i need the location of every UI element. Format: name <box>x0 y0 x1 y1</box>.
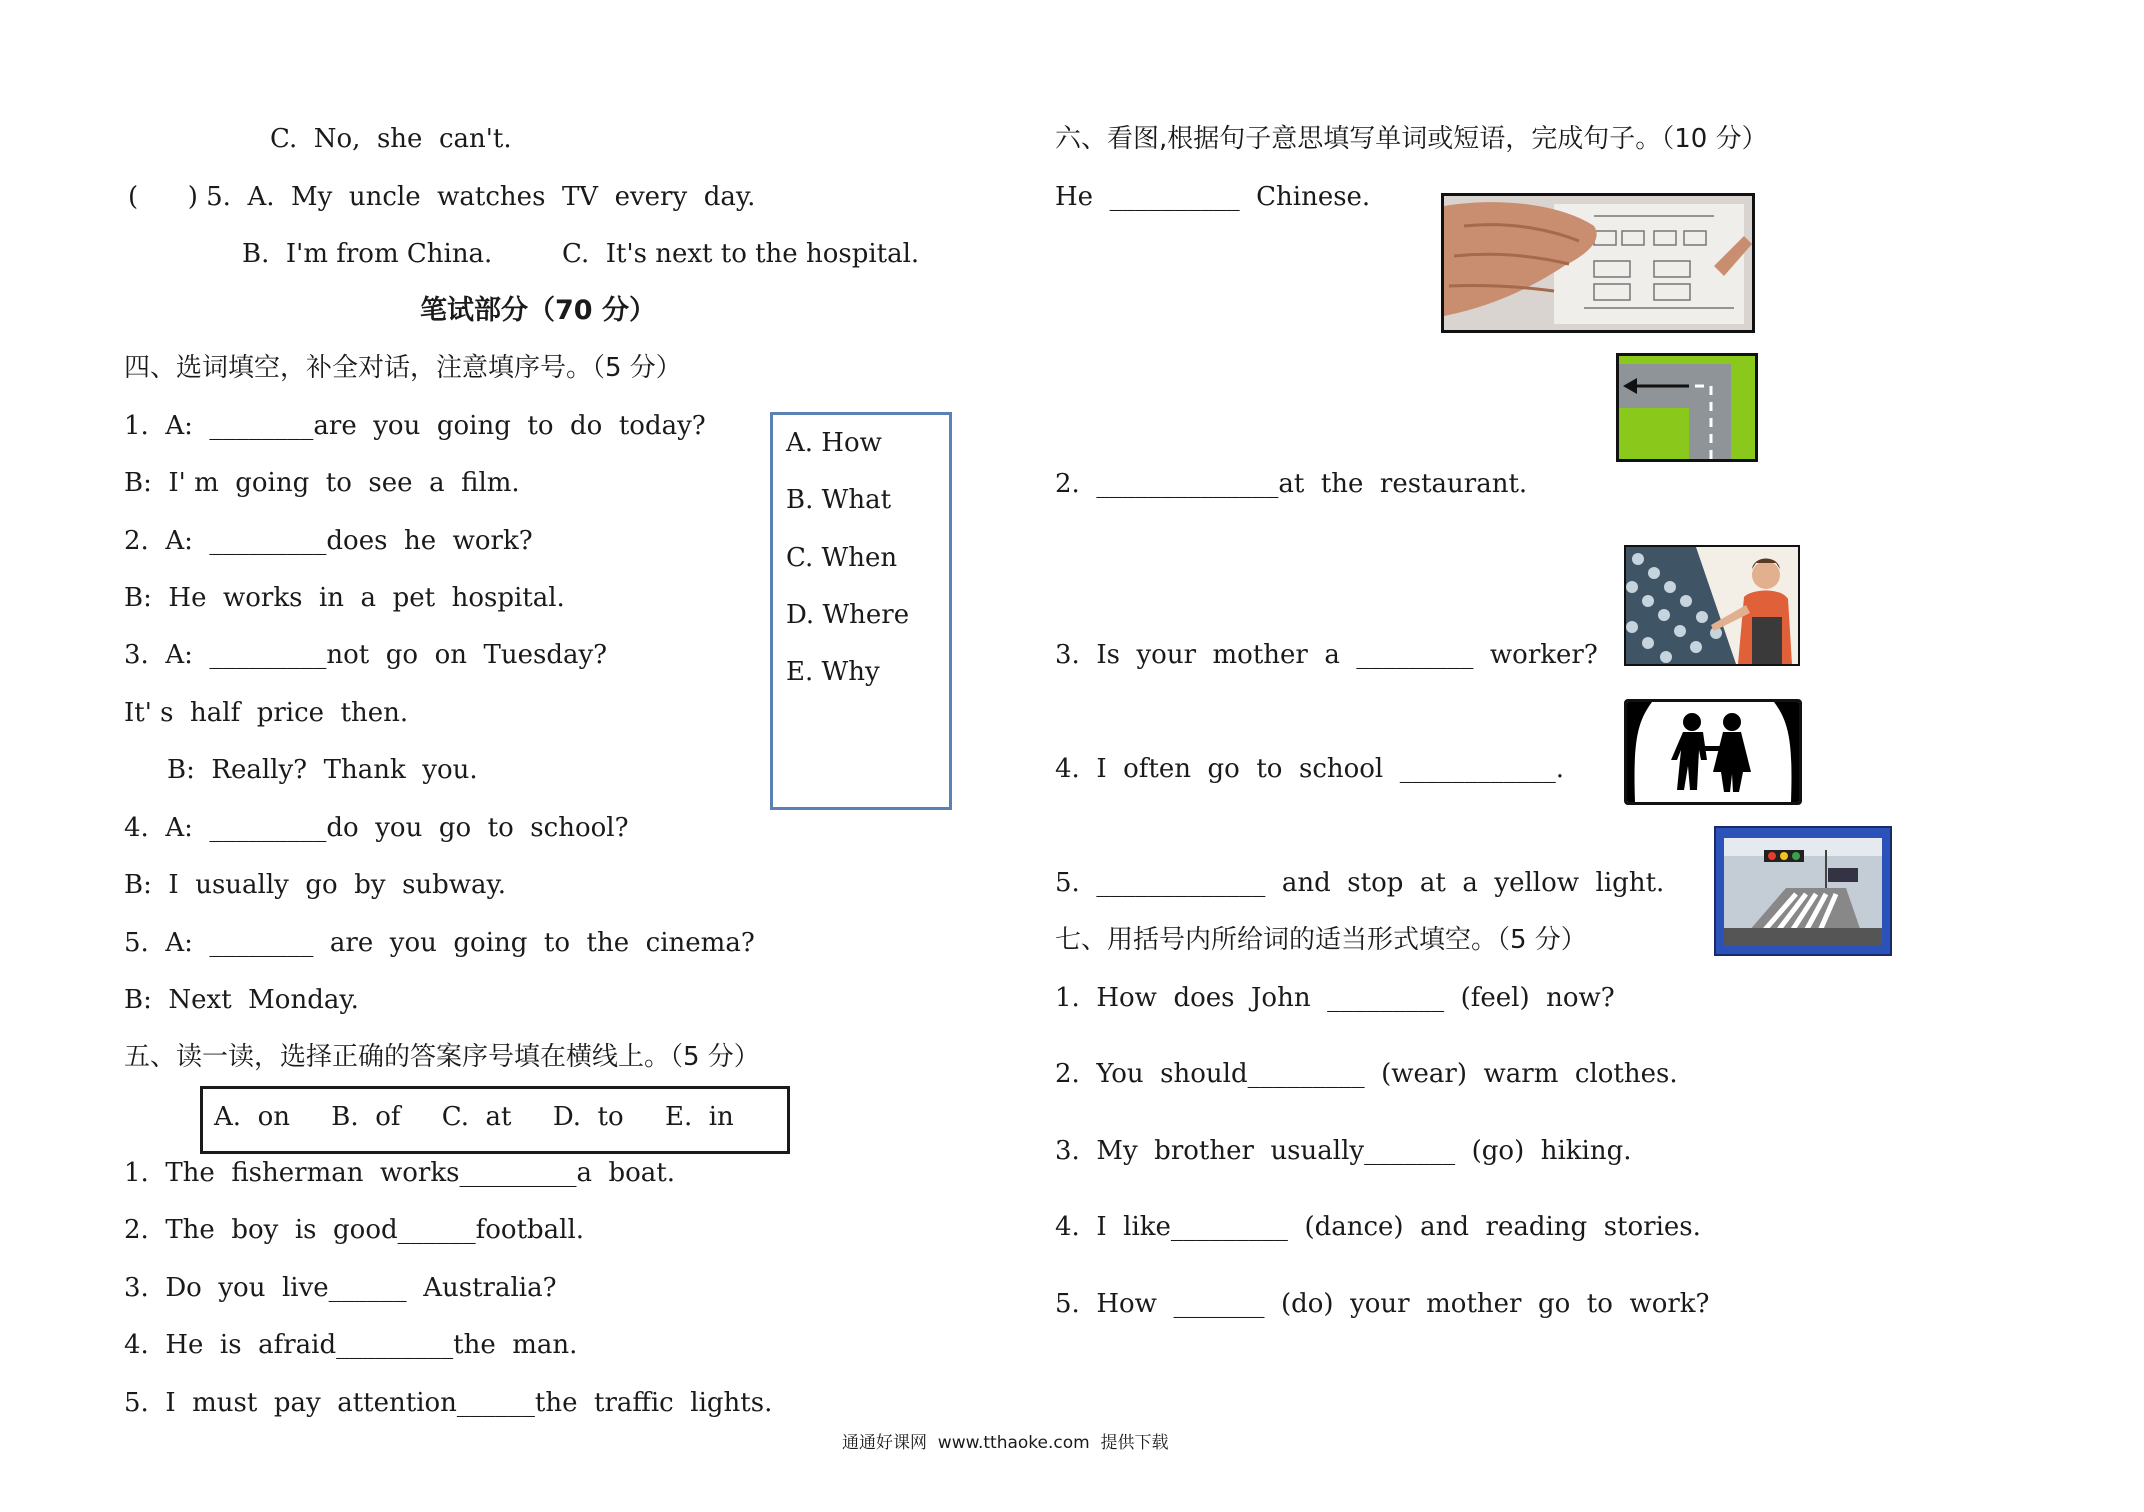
s6-line-2: 2. ______________at the restaurant. <box>1055 469 1528 499</box>
answer-option-c-2: C. It's next to the hospital. <box>562 239 920 269</box>
written-part-title: 笔试部分（70 分） <box>420 295 656 326</box>
s7-line-3: 3. My brother usually_______ (go) hiking. <box>1055 1136 1632 1166</box>
turn-left-image <box>1616 353 1758 462</box>
section-6-title: 六、看图,根据句子意思填写单词或短语，完成句子。（10 分） <box>1055 124 1768 154</box>
s7-line-4: 4. I like_________ (dance) and reading stories. <box>1055 1212 1701 1242</box>
answer-option-b: B. I'm from China. <box>242 239 493 269</box>
s5-line-5: 5. I must pay attention______the traffic lights. <box>124 1388 773 1418</box>
s4-line-2: B: I' m going to see a film. <box>124 468 520 498</box>
writing-chinese-image <box>1441 193 1755 333</box>
s6-line-5: 5. _____________ and stop at a yellow light. <box>1055 868 1665 898</box>
s4-line-11: B: Next Monday. <box>124 985 359 1015</box>
s5-line-2: 2. The boy is good______football. <box>124 1215 585 1245</box>
word-bank-option-c: C. When <box>786 543 898 573</box>
s4-line-4: B: He works in a pet hospital. <box>124 583 565 613</box>
traffic-light-crosswalk-image <box>1714 826 1892 956</box>
s7-line-2: 2. You should_________ (wear) warm clothes. <box>1055 1059 1678 1089</box>
s5-line-3: 3. Do you live______ Australia? <box>124 1273 557 1303</box>
preposition-options: A. on B. of C. at D. to E. in <box>214 1102 734 1132</box>
s7-line-1: 1. How does John _________ (feel) now? <box>1055 983 1615 1013</box>
section-7-title: 七、用括号内所给词的适当形式填空。（5 分） <box>1055 925 1587 955</box>
s4-line-1: 1. A: ________are you going to do today? <box>124 411 706 441</box>
s4-line-6: It' s half price then. <box>124 698 409 728</box>
word-bank-option-a: A. How <box>786 428 882 458</box>
s6-line-3: 3. Is your mother a _________ worker? <box>1055 640 1598 670</box>
s6-line-1: He __________ Chinese. <box>1055 182 1371 212</box>
question-5: ( ) 5. A. My uncle watches TV every day. <box>128 182 756 212</box>
s5-line-1: 1. The fisherman works_________a boat. <box>124 1158 675 1188</box>
word-bank-option-e: E. Why <box>786 657 880 687</box>
factory-worker-image <box>1624 545 1800 666</box>
section-5-title: 五、读一读，选择正确的答案序号填在横线上。（5 分） <box>124 1042 760 1072</box>
word-bank-option-b: B. What <box>786 485 892 515</box>
s6-line-4: 4. I often go to school ____________. <box>1055 754 1565 784</box>
s5-line-4: 4. He is afraid_________the man. <box>124 1330 578 1360</box>
word-bank-option-d: D. Where <box>786 600 910 630</box>
section-4-title: 四、选词填空，补全对话，注意填序号。（5 分） <box>124 353 682 383</box>
s4-line-7: B: Really? Thank you. <box>167 755 478 785</box>
s4-line-8: 4. A: _________do you go to school? <box>124 813 629 843</box>
s7-line-5: 5. How _______ (do) your mother go to work? <box>1055 1289 1710 1319</box>
walking-children-image <box>1624 699 1802 805</box>
s4-line-10: 5. A: ________ are you going to the cinema? <box>124 928 755 958</box>
footer-text: 通通好课网 www.tthaoke.com 提供下载 <box>842 1433 1169 1453</box>
s4-line-5: 3. A: _________not go on Tuesday? <box>124 640 608 670</box>
s4-line-3: 2. A: _________does he work? <box>124 526 533 556</box>
answer-option-c: C. No, she can't. <box>270 124 512 154</box>
s4-line-9: B: I usually go by subway. <box>124 870 507 900</box>
